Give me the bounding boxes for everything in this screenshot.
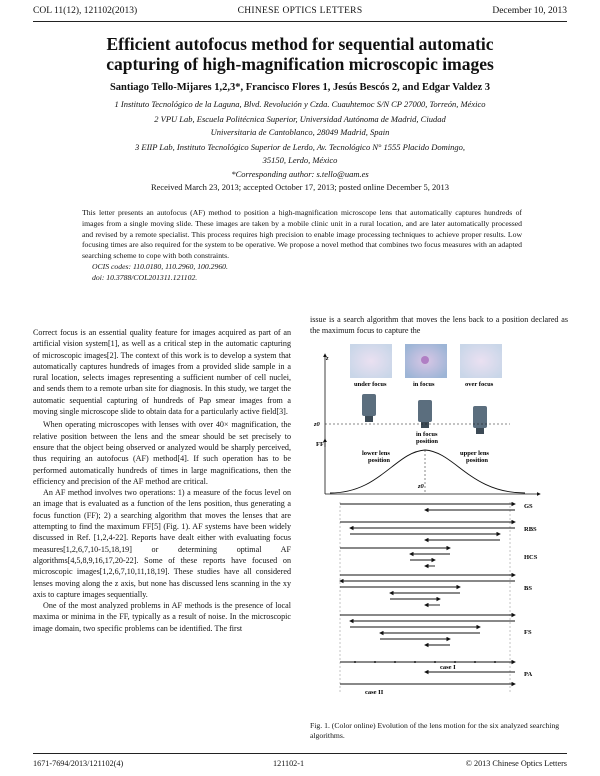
paragraph-3: An AF method involves two operations: 1) a measure of the focus level on an image that is evaluated as a function of the lens position, thus generating a focus function (FF); 2) a searching algorithm that moves the lenses that are attempting to find the maximum FF[5] (Fig. 1). AF systems have been widely discussed in Ref. [1,2,4-22]. Reports have dealt either with evaluating focus measures[1,2,6,7,10-15,18,19] or determining optimal AF algorithms[4,5,8,9,16,17,20-22]. Some of these reports have focused on microscopic images[1,2,6,7,10,11,18,19]. These studies have all considered lenses moving along the z axis, but none has discussed lens scanning in the xy axis to capture images sequentially.: [33, 488, 291, 599]
corresponding-author: *Corresponding author: s.tello@uam.es: [231, 169, 369, 179]
label-case-1: case I: [440, 664, 456, 671]
footer-issn: 1671-7694/2013/121102(4): [33, 759, 124, 768]
paragraph-1: Correct focus is an essential quality feature for images acquired as part of an artificial vision system[1], as well as a critical step in the automatic capturing of microscopic images[2]. The context of this work is to develop a system that automatically captures hundreds of images from a provided slide sample in a rural location, selects images representing a sufficient number of cell nuclei, and sends them to a remote urban site for diagnosis. In this study, we target the automatic sequential capturing of hundreds of Pap smear images from a moving single microscope slide to obtain data for a particularly active field[3].: [33, 328, 291, 417]
running-header: [33, 6, 567, 20]
label-in-focus-position-2: position: [416, 438, 439, 445]
bs-arrows: [340, 575, 515, 605]
header-rule: [33, 21, 567, 22]
label-upper-lens-2: position: [466, 457, 489, 464]
cell-image-under-focus: [350, 344, 392, 378]
fs-arrows: [340, 615, 515, 645]
label-pa: PA: [524, 671, 533, 678]
label-z0: z0: [314, 421, 320, 428]
abstract-text: This letter presents an autofocus (AF) method to position a high-magnification microscope lens that automatically captures hundreds of images from a single moving slide. These images are taken by a mobile clinic unit in a rural location, and are later automatically processed and revised by a remote specialist. This process requires high precision to enable image processing techniques to achieve proper results. Low focusing times are also required for the system to be operative. We propose a novel method that combines two focus measures with an adapted searching scheme to cope with both constraints.: [82, 208, 522, 261]
label-under-focus: under focus: [354, 381, 387, 388]
paper-title: Efficient autofocus method for sequential automatic capturing of high-magnification microscopic images: [106, 34, 494, 74]
cell-nucleus: [421, 356, 429, 364]
label-over-focus: over focus: [465, 381, 494, 388]
label-in-focus: in focus: [413, 381, 435, 388]
journal-ref: COL 11(12), 121102(2013): [33, 6, 138, 16]
lens-over-focus: [473, 406, 487, 434]
label-case-2: case II: [365, 689, 384, 696]
paragraph-4: One of the most analyzed problems in AF methods is the presence of local maxima or minima in the FF, typically as a result of noise. In the microscopic image domain, two specific problems can be identified. The first: [33, 601, 291, 633]
ocis-codes: OCIS codes: 110.0180, 110.2960, 100.2960.: [92, 261, 228, 271]
focus-function-curve: [330, 450, 525, 493]
left-column: [33, 327, 291, 634]
label-upper-lens-1: upper lens: [460, 450, 489, 457]
label-in-focus-position-1: in focus: [416, 431, 438, 438]
paragraph-5: issue is a search algorithm that moves the lens back to a position declared as the maximum focus to capture the: [310, 315, 568, 336]
paragraph-2: When operating microscopes with lenses with over 40× magnification, the relative position between the lens and the smear should be set precisely to ensure that the object being observed or analyzed would be sharply perceived, thus requiring an autofocus (AF) method[4]. If such operation has to be performed automatically hundreds of times in large magnifications, then the efficiency and precision of the AF method are critical.: [33, 420, 291, 486]
label-lower-lens-1: lower lens: [362, 450, 390, 457]
abstract: [82, 208, 522, 284]
affiliation-3: 3 EIIP Lab, Instituto Tecnológico Superior de Lerdo, Av. Tecnológico N° 1555 Placido Domingo, 35150, Lerdo, México: [135, 142, 465, 165]
footer-page: 121102-1: [273, 759, 305, 768]
author-list: Santiago Tello-Mijares 1,2,3*, Francisco Flores 1, Jesús Bescós 2, and Edgar Valdez 3: [109, 82, 491, 93]
ff-axis-label: FF: [316, 441, 324, 448]
gs-arrows: [340, 504, 515, 510]
received-dates: Received March 23, 2013; accepted October 17, 2013; posted online December 5, 2013: [150, 182, 450, 192]
hcs-arrows: [340, 548, 450, 566]
label-gs: GS: [524, 503, 533, 510]
label-hcs: HCS: [524, 554, 538, 561]
cell-image-over-focus: [460, 344, 502, 378]
label-rbs: RBS: [524, 526, 537, 533]
figure-1: [310, 342, 568, 712]
lens-under-focus: [362, 394, 376, 422]
affiliation-2: 2 VPU Lab, Escuela Politécnica Superior, Universidad Autónoma de Madrid, Ciudad Universitaria de Cantoblanco, 28049 Madrid, Spain: [154, 114, 446, 137]
label-bs: BS: [524, 585, 532, 592]
rbs-arrows: [340, 522, 515, 540]
label-z0-axis: z0: [418, 483, 424, 490]
footer-rule: [33, 753, 567, 754]
affiliation-1: 1 Instituto Tecnológico de la Laguna, Blvd. Revolución y Czda. Cuauhtemoc S/N CP 27000, Torreón, México: [114, 99, 486, 109]
label-fs: FS: [524, 629, 532, 636]
label-lower-lens-2: position: [368, 457, 391, 464]
journal-name: CHINESE OPTICS LETTERS: [237, 6, 363, 16]
doi: doi: 10.3788/COL201311.121102.: [92, 272, 198, 282]
pa-arrows: [340, 662, 515, 684]
issue-date: December 10, 2013: [492, 6, 567, 16]
z-axis-label: z: [326, 355, 329, 362]
figure-caption: Fig. 1. (Color online) Evolution of the lens motion for the six analyzed searching algorithms.: [310, 721, 560, 740]
right-column: [310, 314, 568, 337]
footer-copyright: © 2013 Chinese Optics Letters: [465, 759, 567, 768]
